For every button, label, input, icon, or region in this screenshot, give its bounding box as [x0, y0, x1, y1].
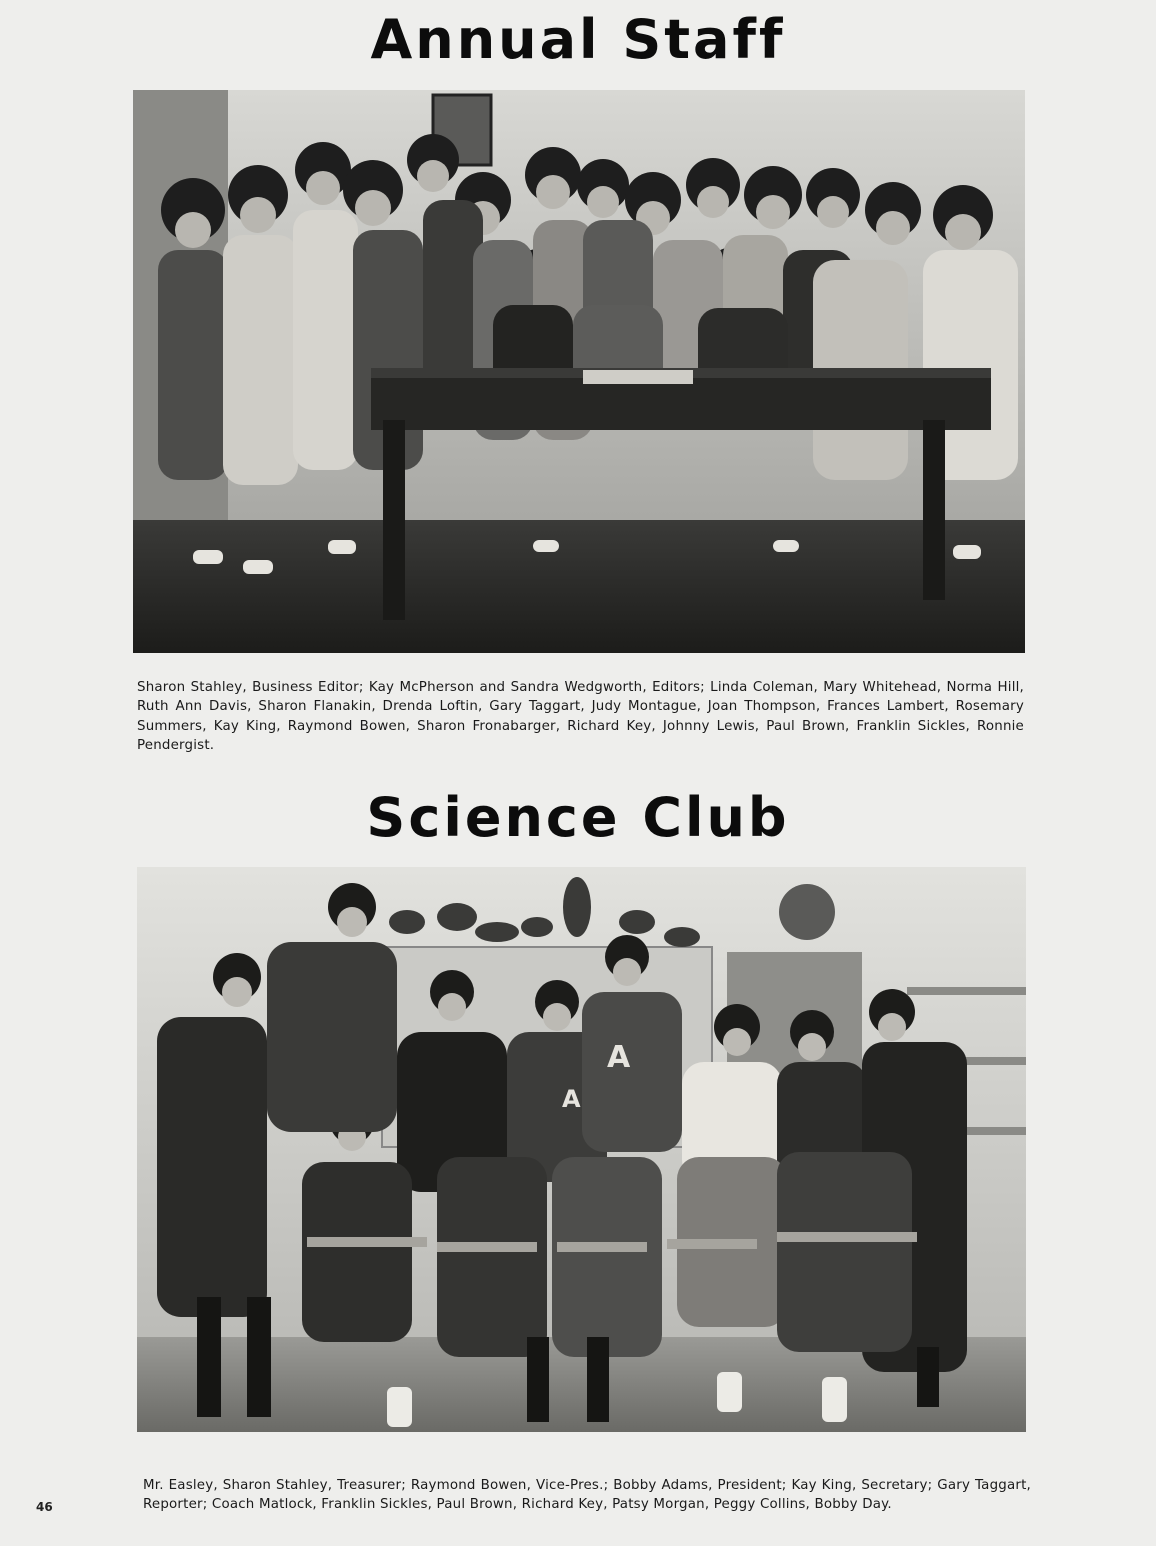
science-club-photo: [137, 867, 1026, 1432]
annual-staff-caption: Sharon Stahley, Business Editor; Kay McPherson and Sandra Wedgworth, Editors; Linda Coleman, Mary Whitehead, Norma Hill, Ruth Ann Davis, Sharon Flanakin, Drenda Loftin, Gary Taggart, Judy Montague, Joan Thompson, Frances Lambert, Rosemary Summers, Kay King, Raymond Bowen, Sharon Fronabarger, Richard Key, Johnny Lewis, Paul Brown, Franklin Sickles, Ronnie Pendergist.: [137, 680, 1024, 753]
annual-staff-photo: [133, 90, 1025, 653]
annual-staff-photo-illustration: [133, 90, 1025, 653]
science-club-heading: Science Club: [366, 786, 790, 849]
page-number: 46: [36, 1500, 53, 1514]
science-club-photo-illustration: [137, 867, 1026, 1432]
svg-text:A: A: [562, 1085, 581, 1113]
svg-text:A: A: [607, 1040, 631, 1075]
annual-staff-heading: Annual Staff: [370, 8, 786, 71]
science-club-caption: Mr. Easley, Sharon Stahley, Treasurer; Raymond Bowen, Vice-Pres.; Bobby Adams, President; Kay King, Secretary; Gary Taggart, Reporter; Coach Matlock, Franklin Sickles, Paul Brown, Richard Key, Patsy Morgan, Peggy Collins, Bobby Day.: [143, 1478, 1031, 1513]
